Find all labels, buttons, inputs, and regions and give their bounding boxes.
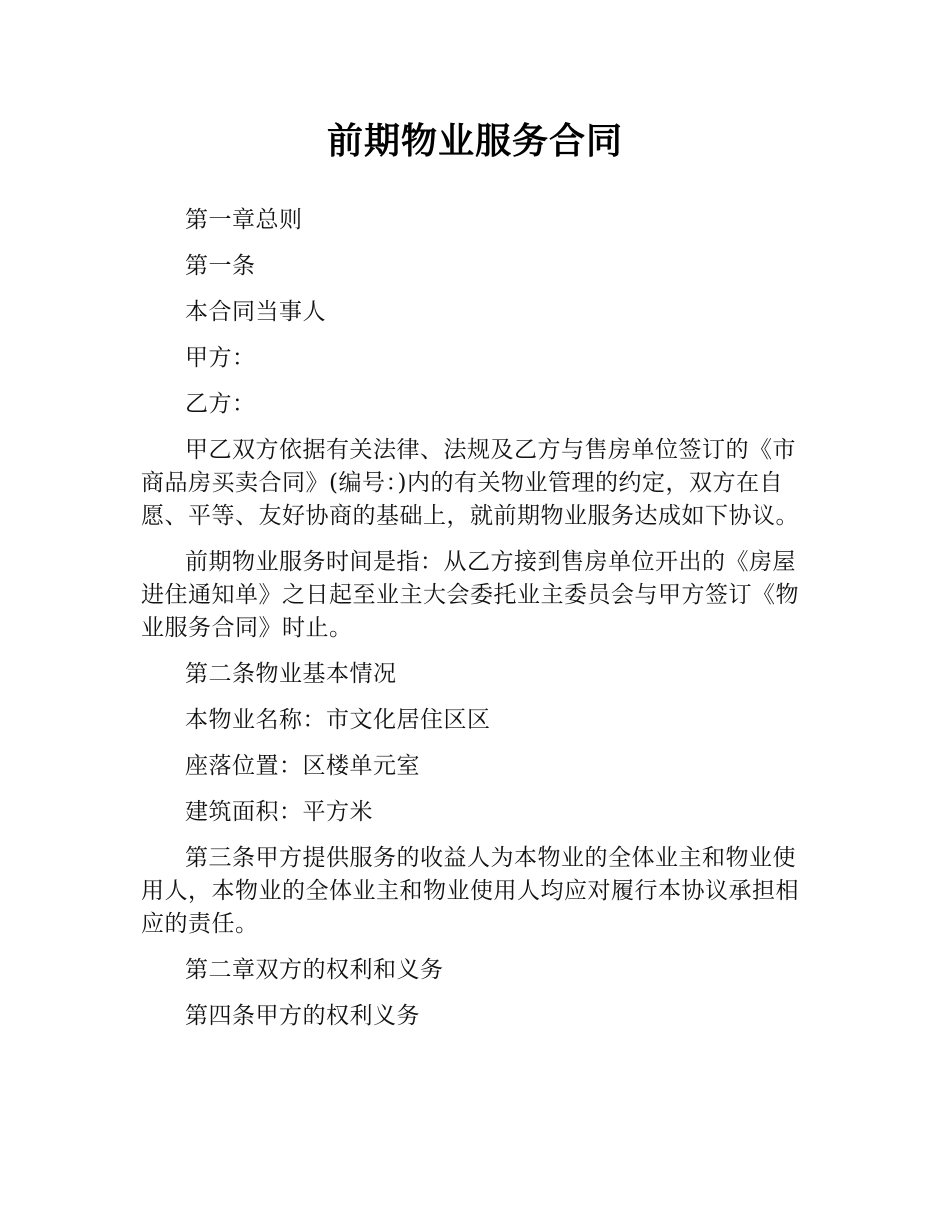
chapter-heading: 第二章双方的权利和义务 [185, 957, 444, 983]
service-period-paragraph: 前期物业服务时间是指：从乙方接到售房单位开出的《房屋进住通知单》之日起至业主大会委托业主委员会与甲方签订《物业服务合同》时止。 [141, 549, 799, 641]
agreement-basis-paragraph: 甲乙双方依据有关法律、法规及乙方与售房单位签订的《市商品房买卖合同》(编号：)内的有关物业管理的约定，双方在自愿、平等、友好协商的基础上，就前期物业服务达成如下协议。 [141, 437, 799, 529]
chapter-heading: 第一章总则 [185, 207, 303, 233]
property-name-line: 本物业名称：市文化居住区区 [185, 707, 491, 733]
property-location-line: 座落位置：区楼单元室 [185, 753, 420, 779]
article-heading: 第二条物业基本情况 [185, 661, 397, 687]
article-heading: 第四条甲方的权利义务 [185, 1003, 420, 1029]
document-title: 前期物业服务合同 [326, 121, 623, 162]
party-b-line: 乙方： [185, 391, 256, 417]
beneficiaries-paragraph: 第三条甲方提供服务的收益人为本物业的全体业主和物业使用人，本物业的全体业主和物业使用人均应对履行本协议承担相应的责任。 [141, 845, 799, 937]
document-body [141, 204, 813, 1046]
party-a-line: 甲方： [185, 345, 256, 371]
article-heading: 第一条 [185, 253, 256, 279]
parties-heading: 本合同当事人 [185, 299, 326, 325]
floor-area-line: 建筑面积：平方米 [185, 799, 373, 825]
